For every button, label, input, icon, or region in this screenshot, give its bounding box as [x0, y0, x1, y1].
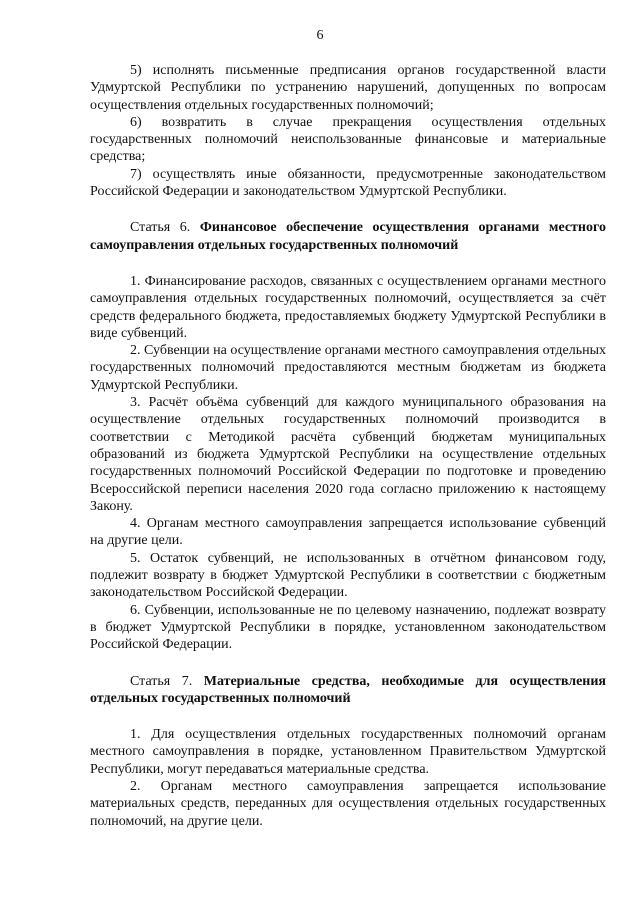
list-item-7: 7) осуществлять иные обязанности, предусмотренные законодательством Российской Федерации и законодательством Удмуртской Республики.: [90, 166, 606, 200]
spacer: [90, 654, 606, 673]
article-6-title: Финансовое обеспечение осуществления органами местного самоуправления отдельных государственных полномочий: [90, 220, 607, 253]
article-6-paragraph-2: 2. Субвенции на осуществление органами местного самоуправления отдельных государственных полномочий предоставляются местным бюджетам из бюджета Удмуртской Республики.: [90, 343, 606, 393]
spacer: [90, 254, 606, 273]
article-6-label: Статья 6.: [130, 220, 191, 236]
article-6-paragraph-5: 5. Остаток субвенций, не использованных в отчётном финансовом году, подлежит возврату в бюджет Удмуртской Республики в соответствии с бюджетным законодательством Российской Федерации.: [90, 550, 606, 601]
article-6-paragraph-4: 4. Органам местного самоуправления запрещается использование субвенций на другие цели.: [90, 516, 606, 549]
article-7-title: Материальные средства, необходимые для осуществления отдельных государственных полномочий: [90, 673, 606, 706]
article-7-paragraph-2: 2. Органам местного самоуправления запрещается использование материальных средств, переданных для осуществления отдельных государственных полномочий, на другие цели.: [90, 778, 606, 829]
article-6-paragraph-6: 6. Субвенции, использованные не по целевому назначению, подлежат возврату в бюджет Удмуртской Республики в порядке, установленном законодательством Российской Федерации.: [90, 602, 606, 653]
page-number: 6: [316, 28, 324, 43]
document-body: [90, 62, 606, 830]
article-6-heading: [90, 219, 606, 254]
article-7-paragraph-1: 1. Для осуществления отдельных государственных полномочий органам местного самоуправления в порядке, установленном Правительством Удмуртской Республики, могут передаваться материальные средства.: [90, 727, 606, 777]
list-item-6: 6) возвратить в случае прекращения осуществления отдельных государственных полномочий неиспользованные финансовые и материальные средства;: [90, 114, 606, 165]
article-7-label: Статья 7.: [130, 673, 193, 689]
spacer: [90, 707, 606, 726]
article-7-heading: [90, 673, 606, 708]
article-6-paragraph-1: 1. Финансирование расходов, связанных с осуществлением органами местного самоуправления отдельных государственных полномочий, осуществляется за счёт средств федерального бюджета, предоставляемых бюджету Удмуртской Республики в виде субвенций.: [90, 273, 606, 341]
article-6-paragraph-3: 3. Расчёт объёма субвенций для каждого муниципального образования на осуществление отдельных государственных полномочий производится в соответствии с Методикой расчёта субвенций бюджетам муниципальных образований из бюджета Удмуртской Республики на осуществление отдельных государственных полномочий Российской Федерации по подготовке и проведению Всероссийской переписи населения 2020 года согласно приложению к настоящему Закону.: [90, 395, 606, 514]
spacer: [90, 200, 606, 219]
list-item-5: 5) исполнять письменные предписания органов государственной власти Удмуртской Республики по устранению нарушений, допущенных по вопросам осуществления отдельных государственных полномочий;: [90, 63, 606, 113]
